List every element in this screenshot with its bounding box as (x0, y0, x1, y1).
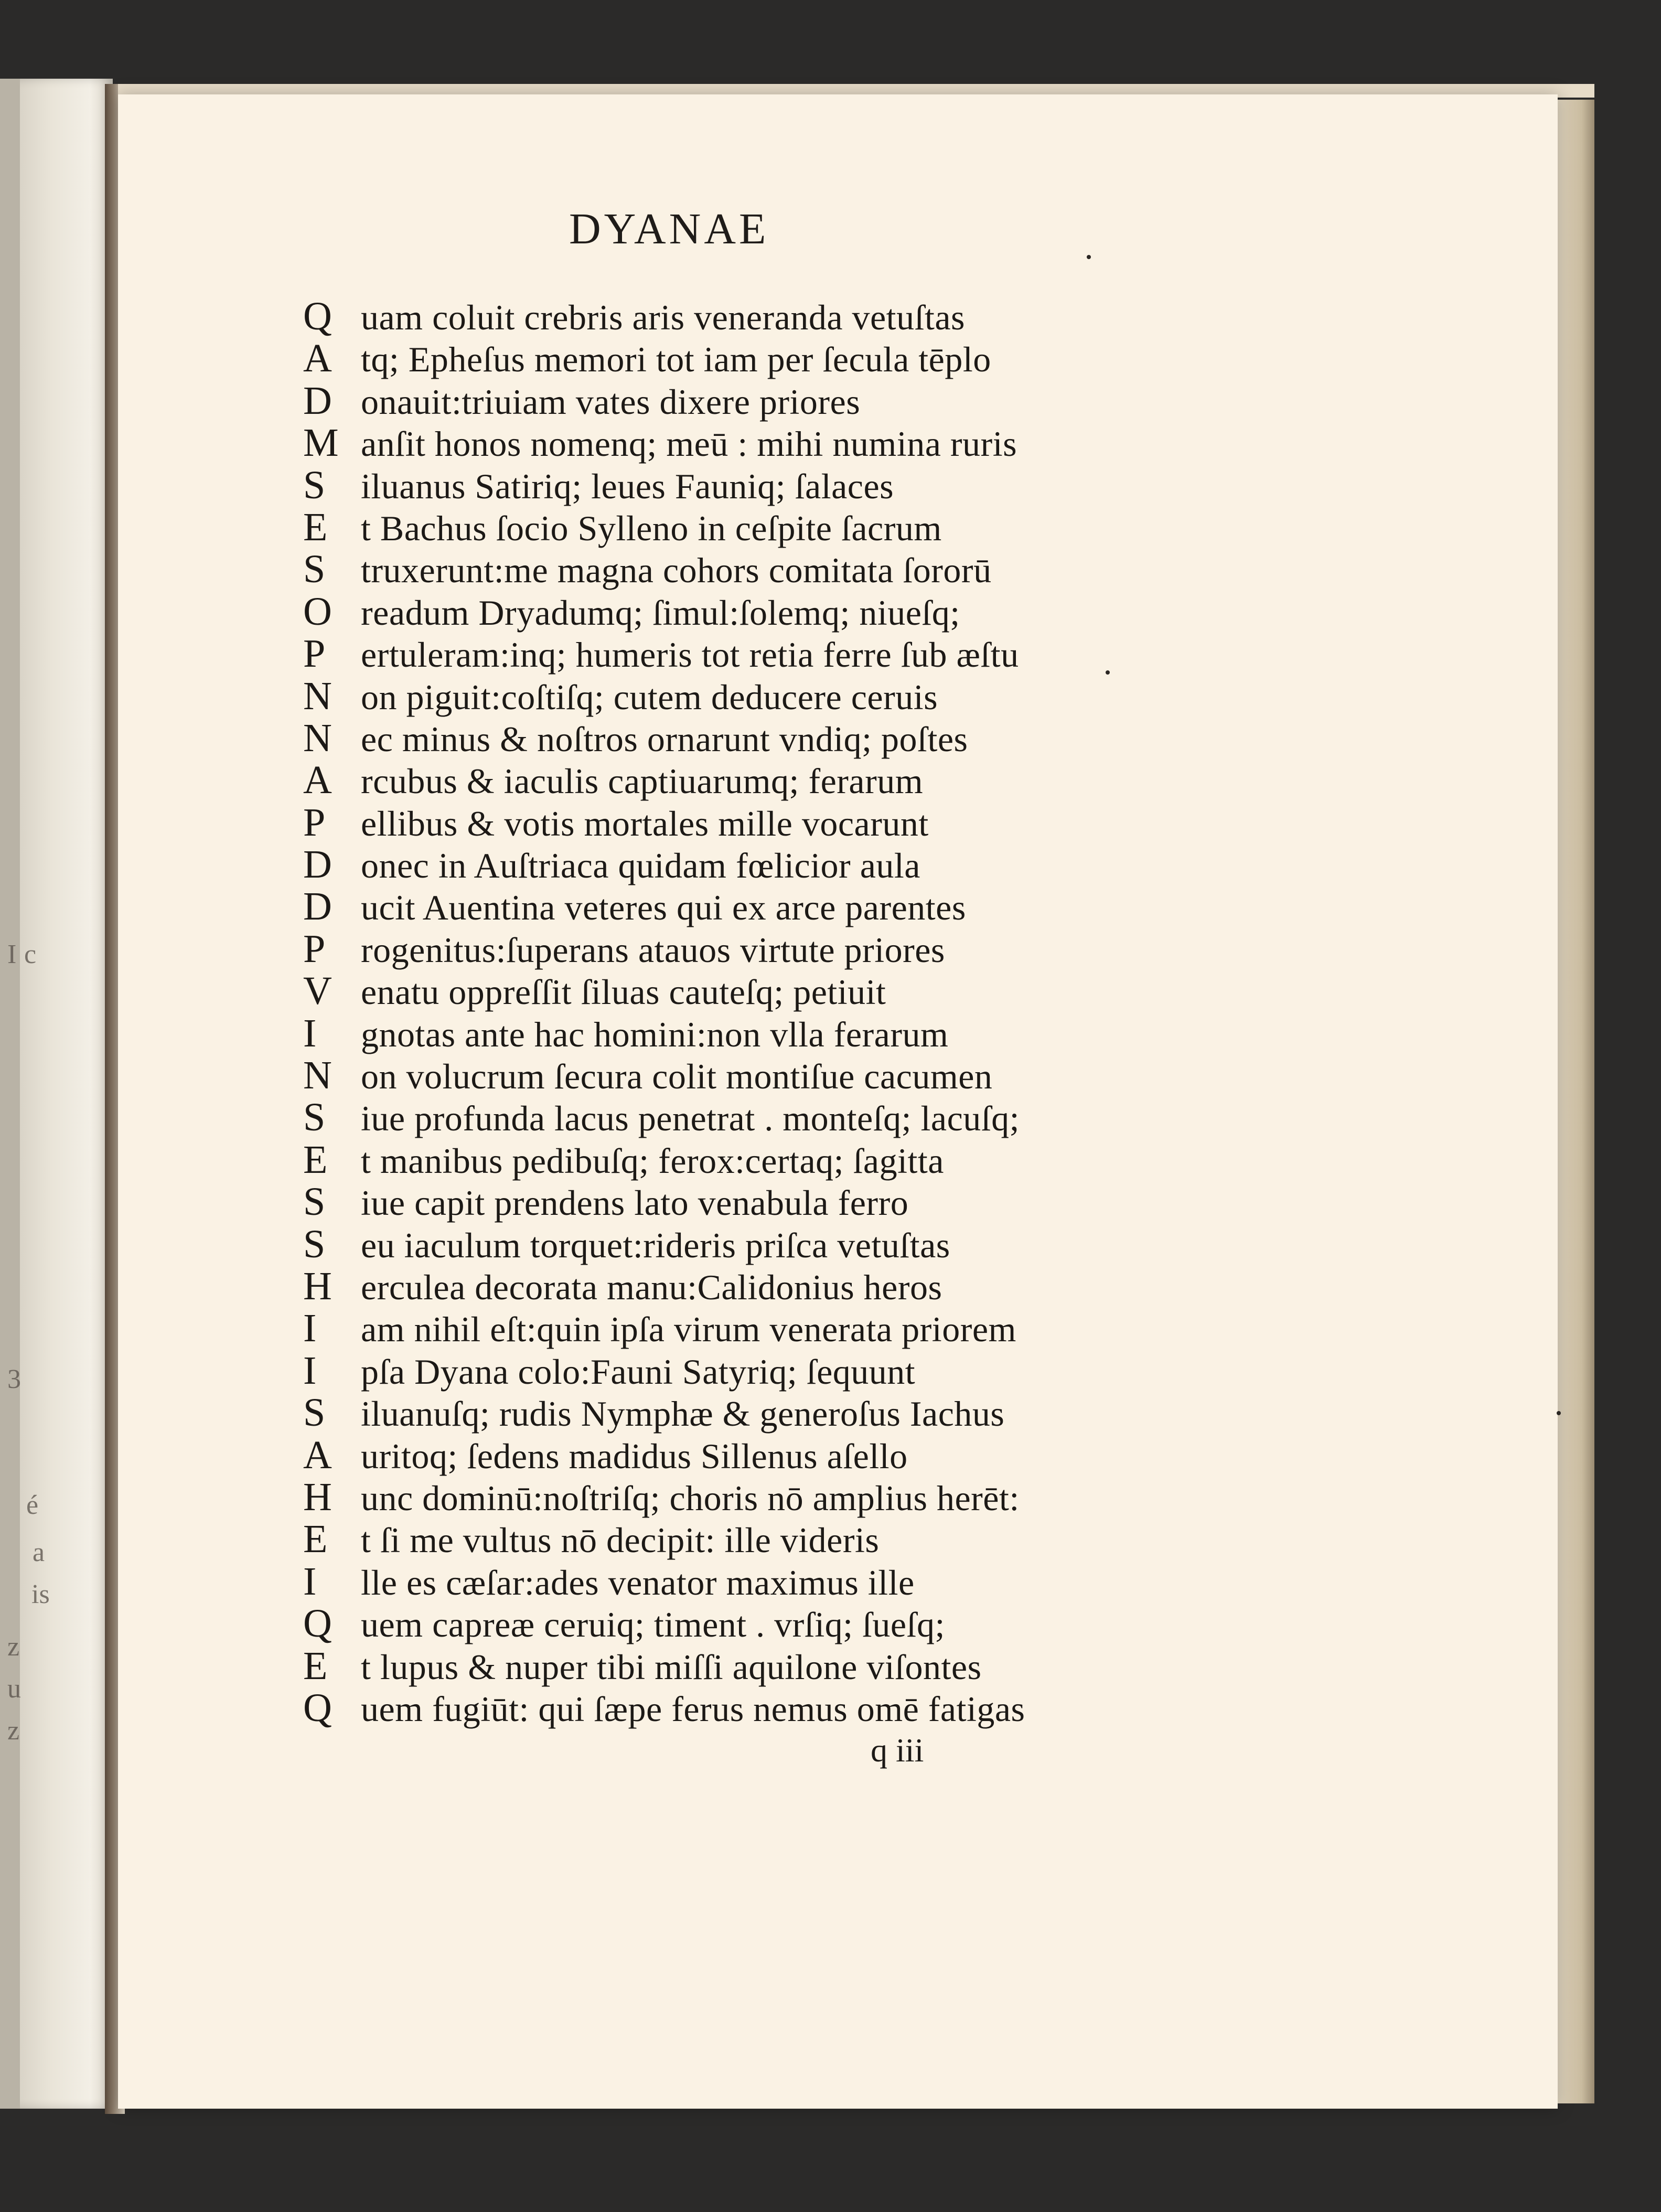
line-initial: D (303, 378, 332, 423)
poem-line (303, 1390, 1457, 1435)
line-text: ellibus & votis mortales mille vocarunt (361, 803, 929, 843)
ink-speck (1106, 670, 1110, 675)
line-text: ertuleram:inq; humeris tot retia ferre ſub æſtu (361, 635, 1019, 675)
line-text: pſa Dyana colo:Fauni Satyriq; ſequunt (361, 1351, 916, 1392)
line-text: t Bachus ſocio Sylleno in ceſpite ſacrum (361, 508, 942, 548)
line-text: rogenitus:ſuperans atauos virtute priores (361, 929, 945, 970)
poem-line (303, 336, 1457, 381)
poem-line (303, 294, 1457, 336)
line-initial: Q (303, 1685, 332, 1730)
line-text: lle es cæſar:ades venator maximus ille (361, 1562, 915, 1602)
line-text: eu iaculum torquet:rideris priſca vetuſtas (361, 1225, 950, 1265)
line-text: uritoq; ſedens madidus Sillenus aſello (361, 1436, 908, 1476)
facing-page-edge (0, 79, 20, 2109)
line-initial: D (303, 884, 332, 929)
line-text: am nihil eſt:quin ipſa virum venerata priorem (361, 1309, 1016, 1350)
line-text: iue capit prendens lato venabula ferro (361, 1183, 909, 1223)
poem-line (303, 1559, 1457, 1604)
line-initial: S (303, 1391, 326, 1435)
line-text: anſit honos nomenq; meū : mihi numina ruris (361, 424, 1017, 464)
line-initial: S (303, 1222, 326, 1266)
bleed-through-text: 3 (7, 1364, 21, 1394)
line-initial: O (303, 589, 332, 634)
line-initial: S (303, 463, 326, 507)
poem-line (303, 1516, 1457, 1562)
line-initial: A (303, 1433, 332, 1477)
line-text: uam coluit crebris aris veneranda vetuſtas (361, 297, 965, 337)
poem-line (303, 800, 1457, 845)
poem-line (303, 463, 1457, 505)
line-text: on piguit:coſtiſq; cutem deducere ceruis (361, 677, 938, 717)
line-initial: M (303, 421, 339, 465)
line-text: unc dominū:noſtriſq; choris nō amplius herēt: (361, 1478, 1020, 1518)
line-text: onauit:triuiam vates dixere priores (361, 381, 861, 422)
poem-line (303, 674, 1457, 718)
line-text: readum Dryadumq; ſimul:ſolemq; niueſq; (361, 592, 960, 633)
poem-line (303, 505, 1457, 547)
line-initial: P (303, 632, 326, 676)
ink-speck (1087, 255, 1091, 259)
ink-speck (1557, 1411, 1561, 1415)
line-text: onec in Auſtriaca quidam fœlicior aula (361, 846, 920, 886)
line-text: ucit Auentina veteres qui ex arce parentes (361, 888, 966, 928)
poem-line (303, 715, 1457, 760)
line-text: gnotas ante hac homini:non vlla ferarum (361, 1014, 949, 1054)
poem-line (303, 1264, 1457, 1306)
line-text: tq; Epheſus memori tot iam per ſecula tēplo (361, 339, 991, 380)
poem-line (303, 1179, 1457, 1224)
line-text: iue profunda lacus penetrat . monteſq; lacuſq; (361, 1098, 1020, 1139)
line-text: rcubus & iaculis captiuarumq; ferarum (361, 761, 924, 802)
line-initial: Q (303, 1601, 332, 1646)
line-text: uem fugiūt: qui ſæpe ferus nemus omē fatigas (361, 1689, 1025, 1729)
line-initial: H (303, 1474, 332, 1519)
poem-line (303, 1601, 1457, 1646)
bleed-through-text: é (26, 1490, 39, 1520)
line-initial: P (303, 800, 326, 845)
bleed-through-text: z (7, 1716, 20, 1746)
poem-line (303, 842, 1457, 887)
line-text: t manibus pedibuſq; ferox:certaq; ſagitta (361, 1140, 944, 1181)
line-text: iluanus Satiriq; leues Fauniq; ſalaces (361, 466, 894, 506)
poem-line (303, 378, 1457, 423)
poem-line (303, 1306, 1457, 1351)
line-initial: N (303, 715, 332, 760)
bleed-through-text: c (24, 939, 37, 969)
line-text: iluanuſq; rudis Nymphæ & generoſus Iachus (361, 1394, 1005, 1434)
poem-line (303, 589, 1457, 634)
line-text: ec minus & noſtros ornarunt vndiq; poſtes (361, 719, 968, 759)
bleed-through-text: a (33, 1537, 45, 1567)
poem-line (303, 547, 1457, 592)
line-text: on volucrum ſecura colit montiſue cacumen (361, 1056, 993, 1097)
line-initial: P (303, 926, 326, 971)
line-initial: V (303, 969, 332, 1013)
line-initial: Q (303, 294, 332, 338)
line-initial: S (303, 547, 326, 592)
line-initial: E (303, 1137, 328, 1182)
signature-mark: q iii (871, 1732, 924, 1769)
bleed-through-text: z (7, 1632, 20, 1662)
poem-line (303, 1137, 1457, 1182)
poem-line (303, 420, 1457, 465)
bleed-through-text: is (31, 1579, 50, 1609)
poem (303, 294, 1457, 1730)
poem-line (303, 926, 1457, 971)
line-initial: S (303, 1180, 326, 1224)
line-initial: I (303, 1011, 317, 1055)
line-initial: I (303, 1348, 317, 1393)
line-initial: E (303, 505, 328, 549)
poem-line (303, 884, 1457, 929)
line-initial: A (303, 336, 332, 381)
poem-line (303, 1011, 1457, 1053)
line-initial: I (303, 1559, 317, 1604)
poem-line (303, 1053, 1457, 1098)
poem-line (303, 631, 1457, 676)
line-initial: E (303, 1517, 328, 1562)
line-initial: I (303, 1306, 317, 1351)
line-initial: H (303, 1264, 332, 1308)
poem-line (303, 1685, 1457, 1730)
page-fore-edge (1552, 100, 1594, 2103)
poem-line (303, 1348, 1457, 1393)
line-initial: E (303, 1643, 328, 1688)
line-text: enatu oppreſſit ſiluas cauteſq; petiuit (361, 972, 886, 1012)
poem-line (303, 1433, 1457, 1477)
line-text: t lupus & nuper tibi miſſi aquilone viſontes (361, 1647, 982, 1687)
line-text: truxerunt:me magna cohors comitata ſororū (361, 550, 992, 591)
poem-line (303, 1095, 1457, 1140)
bleed-through-text: u (7, 1674, 21, 1704)
line-initial: N (303, 674, 332, 718)
poem-line (303, 1643, 1457, 1688)
line-initial: A (303, 758, 332, 803)
poem-line (303, 968, 1457, 1013)
poem-line (303, 757, 1457, 803)
line-initial: D (303, 842, 332, 887)
line-text: erculea decorata manu:Calidonius heros (361, 1267, 942, 1307)
line-text: t ſi me vultus nō decipit: ille videris (361, 1520, 880, 1561)
bleed-through-text: I (7, 939, 17, 969)
poem-line (303, 1474, 1457, 1519)
line-text: uem capreæ ceruiq; timent . vrſiq; ſueſq; (361, 1605, 945, 1645)
poem-line (303, 1222, 1457, 1264)
line-initial: S (303, 1095, 326, 1140)
line-initial: N (303, 1053, 332, 1098)
running-head: DYANAE (569, 205, 769, 253)
